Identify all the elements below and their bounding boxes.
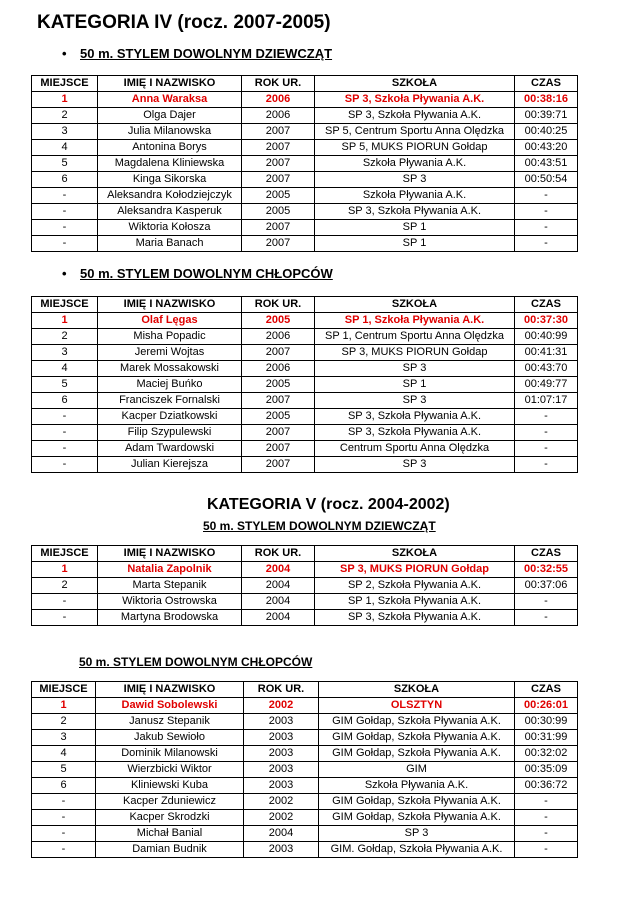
school-cell: SP 3, Szkoła Pływania A.K. (315, 108, 515, 124)
table-row (32, 594, 578, 610)
name-cell: Kliniewski Kuba (96, 778, 244, 794)
school-cell: GIM Gołdap, Szkoła Pływania A.K. (319, 794, 515, 810)
school-cell: Centrum Sportu Anna Olędzka (315, 441, 515, 457)
time-cell: 00:35:09 (515, 762, 578, 778)
birth-year-cell: 2002 (244, 698, 319, 714)
column-header-school: SZKOŁA (319, 682, 515, 698)
column-header-place: MIEJSCE (32, 76, 98, 92)
time-cell: - (515, 457, 578, 473)
birth-year-cell: 2007 (242, 124, 315, 140)
bullet-icon: • (62, 266, 67, 281)
place-cell: 4 (32, 140, 98, 156)
cat4-girls-heading: 50 m. STYLEM DOWOLNYM DZIEWCZĄT (80, 46, 333, 61)
birth-year-cell: 2003 (244, 746, 319, 762)
name-cell: Janusz Stepanik (96, 714, 244, 730)
name-cell: Aleksandra Kołodziejczyk (98, 188, 242, 204)
name-cell: Dominik Milanowski (96, 746, 244, 762)
table-row (32, 778, 578, 794)
cat5-boys-heading: 50 m. STYLEM DOWOLNYM CHŁOPCÓW (79, 655, 313, 669)
birth-year-cell: 2007 (242, 156, 315, 172)
table-row (32, 204, 578, 220)
birth-year-cell: 2005 (242, 188, 315, 204)
birth-year-cell: 2003 (244, 730, 319, 746)
birth-year-cell: 2007 (242, 393, 315, 409)
column-header-name: IMIĘ I NAZWISKO (98, 297, 242, 313)
name-cell: Aleksandra Kasperuk (98, 204, 242, 220)
birth-year-cell: 2007 (242, 345, 315, 361)
time-cell: - (515, 826, 578, 842)
time-cell: - (515, 188, 578, 204)
time-cell: 00:31:99 (515, 730, 578, 746)
place-cell: 3 (32, 730, 96, 746)
name-cell: Franciszek Fornalski (98, 393, 242, 409)
birth-year-cell: 2003 (244, 778, 319, 794)
time-cell: 00:43:20 (515, 140, 578, 156)
time-cell: - (515, 409, 578, 425)
school-cell: Szkoła Pływania A.K. (319, 778, 515, 794)
birth-year-cell: 2004 (242, 610, 315, 626)
table-row (32, 329, 578, 345)
time-cell: - (515, 794, 578, 810)
name-cell: Kacper Zduniewicz (96, 794, 244, 810)
place-cell: 4 (32, 746, 96, 762)
birth-year-cell: 2004 (242, 562, 315, 578)
time-cell: 00:43:51 (515, 156, 578, 172)
column-header-birth-year: ROK UR. (242, 76, 315, 92)
column-header-time: CZAS (515, 682, 578, 698)
school-cell: SP 3 (315, 172, 515, 188)
table-row (32, 714, 578, 730)
birth-year-cell: 2005 (242, 377, 315, 393)
birth-year-cell: 2005 (242, 204, 315, 220)
table-row (32, 236, 578, 252)
school-cell: GIM Gołdap, Szkoła Pływania A.K. (319, 730, 515, 746)
name-cell: Julian Kierejsza (98, 457, 242, 473)
name-cell: Julia Milanowska (98, 124, 242, 140)
school-cell: SP 3, MUKS PIORUN Gołdap (315, 562, 515, 578)
table-row (32, 92, 578, 108)
name-cell: Damian Budnik (96, 842, 244, 858)
name-cell: Wiktoria Ostrowska (98, 594, 242, 610)
school-cell: SP 1, Centrum Sportu Anna Olędzka (315, 329, 515, 345)
category-v-title: KATEGORIA V (rocz. 2004-2002) (207, 496, 450, 513)
place-cell: 3 (32, 345, 98, 361)
table-header-row (32, 682, 578, 698)
table-header-row (32, 546, 578, 562)
school-cell: GIM Gołdap, Szkoła Pływania A.K. (319, 714, 515, 730)
place-cell: 1 (32, 92, 98, 108)
place-cell: 5 (32, 377, 98, 393)
birth-year-cell: 2007 (242, 441, 315, 457)
table-row (32, 393, 578, 409)
time-cell: 00:50:54 (515, 172, 578, 188)
table-row (32, 746, 578, 762)
school-cell: Szkoła Pływania A.K. (315, 188, 515, 204)
column-header-birth-year: ROK UR. (242, 297, 315, 313)
place-cell: 6 (32, 172, 98, 188)
table-header-row (32, 297, 578, 313)
name-cell: Olga Dajer (98, 108, 242, 124)
place-cell: - (32, 236, 98, 252)
time-cell: 00:40:99 (515, 329, 578, 345)
table-row (32, 409, 578, 425)
school-cell: SP 5, Centrum Sportu Anna Olędzka (315, 124, 515, 140)
place-cell: 4 (32, 361, 98, 377)
birth-year-cell: 2004 (244, 826, 319, 842)
place-cell: 5 (32, 762, 96, 778)
column-header-name: IMIĘ I NAZWISKO (98, 546, 242, 562)
time-cell: 00:26:01 (515, 698, 578, 714)
time-cell: 00:39:71 (515, 108, 578, 124)
time-cell: 00:37:30 (515, 313, 578, 329)
birth-year-cell: 2002 (244, 810, 319, 826)
table-row (32, 156, 578, 172)
birth-year-cell: 2002 (244, 794, 319, 810)
column-header-place: MIEJSCE (32, 546, 98, 562)
place-cell: 1 (32, 313, 98, 329)
school-cell: SP 3 (315, 361, 515, 377)
school-cell: SP 3, Szkoła Pływania A.K. (315, 409, 515, 425)
column-header-time: CZAS (515, 76, 578, 92)
birth-year-cell: 2007 (242, 140, 315, 156)
table-row (32, 441, 578, 457)
cat4-boys-heading: 50 m. STYLEM DOWOLNYM CHŁOPCÓW (80, 266, 333, 281)
cat5-boys-table (31, 681, 578, 858)
time-cell: - (515, 441, 578, 457)
school-cell: SP 3, Szkoła Pływania A.K. (315, 610, 515, 626)
place-cell: - (32, 188, 98, 204)
birth-year-cell: 2003 (244, 762, 319, 778)
birth-year-cell: 2007 (242, 172, 315, 188)
column-header-school: SZKOŁA (315, 546, 515, 562)
table-row (32, 124, 578, 140)
table-row (32, 762, 578, 778)
name-cell: Magdalena Kliniewska (98, 156, 242, 172)
time-cell: - (515, 236, 578, 252)
table-row (32, 457, 578, 473)
place-cell: 3 (32, 124, 98, 140)
school-cell: SP 3 (315, 393, 515, 409)
time-cell: - (515, 810, 578, 826)
school-cell: SP 3, Szkoła Pływania A.K. (315, 204, 515, 220)
category-iv-title: KATEGORIA IV (rocz. 2007-2005) (37, 12, 331, 33)
time-cell: 01:07:17 (515, 393, 578, 409)
name-cell: Antonina Borys (98, 140, 242, 156)
column-header-school: SZKOŁA (315, 297, 515, 313)
column-header-time: CZAS (515, 546, 578, 562)
column-header-birth-year: ROK UR. (242, 546, 315, 562)
column-header-school: SZKOŁA (315, 76, 515, 92)
time-cell: - (515, 425, 578, 441)
name-cell: Wiktoria Kołosza (98, 220, 242, 236)
birth-year-cell: 2003 (244, 714, 319, 730)
time-cell: 00:38:16 (515, 92, 578, 108)
birth-year-cell: 2007 (242, 425, 315, 441)
bullet-icon: • (62, 46, 67, 61)
name-cell: Kacper Dziatkowski (98, 409, 242, 425)
place-cell: 1 (32, 562, 98, 578)
birth-year-cell: 2005 (242, 409, 315, 425)
school-cell: SP 3, MUKS PIORUN Gołdap (315, 345, 515, 361)
place-cell: 2 (32, 578, 98, 594)
table-header-row (32, 76, 578, 92)
name-cell: Martyna Brodowska (98, 610, 242, 626)
name-cell: Adam Twardowski (98, 441, 242, 457)
birth-year-cell: 2007 (242, 220, 315, 236)
birth-year-cell: 2006 (242, 361, 315, 377)
cat5-girls-heading: 50 m. STYLEM DOWOLNYM DZIEWCZĄT (203, 519, 436, 533)
place-cell: 2 (32, 329, 98, 345)
time-cell: 00:32:02 (515, 746, 578, 762)
table-row (32, 377, 578, 393)
table-row (32, 220, 578, 236)
column-header-place: MIEJSCE (32, 682, 96, 698)
cat5-girls-table (31, 545, 578, 626)
time-cell: - (515, 842, 578, 858)
birth-year-cell: 2004 (242, 578, 315, 594)
name-cell: Michał Banial (96, 826, 244, 842)
birth-year-cell: 2006 (242, 329, 315, 345)
name-cell: Maciej Buńko (98, 377, 242, 393)
table-row (32, 842, 578, 858)
name-cell: Jakub Sewioło (96, 730, 244, 746)
table-row (32, 425, 578, 441)
name-cell: Kacper Skrodzki (96, 810, 244, 826)
cat4-girls-table (31, 75, 578, 252)
birth-year-cell: 2003 (244, 842, 319, 858)
table-row (32, 698, 578, 714)
name-cell: Maria Banach (98, 236, 242, 252)
school-cell: SP 1 (315, 236, 515, 252)
birth-year-cell: 2004 (242, 594, 315, 610)
table-row (32, 188, 578, 204)
school-cell: SP 1, Szkoła Pływania A.K. (315, 313, 515, 329)
time-cell: - (515, 594, 578, 610)
table-row (32, 794, 578, 810)
place-cell: - (32, 794, 96, 810)
name-cell: Olaf Lęgas (98, 313, 242, 329)
place-cell: - (32, 220, 98, 236)
name-cell: Filip Szypulewski (98, 425, 242, 441)
name-cell: Dawid Sobolewski (96, 698, 244, 714)
table-row (32, 345, 578, 361)
name-cell: Kinga Sikorska (98, 172, 242, 188)
school-cell: SP 3 (315, 457, 515, 473)
place-cell: 2 (32, 714, 96, 730)
place-cell: - (32, 441, 98, 457)
place-cell: 2 (32, 108, 98, 124)
place-cell: - (32, 457, 98, 473)
table-row (32, 108, 578, 124)
name-cell: Wierzbicki Wiktor (96, 762, 244, 778)
place-cell: 5 (32, 156, 98, 172)
school-cell: GIM Gołdap, Szkoła Pływania A.K. (319, 746, 515, 762)
place-cell: - (32, 826, 96, 842)
name-cell: Natalia Zapolnik (98, 562, 242, 578)
time-cell: - (515, 610, 578, 626)
school-cell: SP 2, Szkoła Pływania A.K. (315, 578, 515, 594)
place-cell: - (32, 594, 98, 610)
table-row (32, 361, 578, 377)
column-header-place: MIEJSCE (32, 297, 98, 313)
table-row (32, 172, 578, 188)
time-cell: 00:37:06 (515, 578, 578, 594)
table-row (32, 140, 578, 156)
table-row (32, 313, 578, 329)
table-row (32, 562, 578, 578)
place-cell: - (32, 425, 98, 441)
school-cell: SP 1, Szkoła Pływania A.K. (315, 594, 515, 610)
table-row (32, 610, 578, 626)
place-cell: 6 (32, 778, 96, 794)
cat4-boys-table (31, 296, 578, 473)
time-cell: - (515, 204, 578, 220)
place-cell: 1 (32, 698, 96, 714)
school-cell: SP 5, MUKS PIORUN Gołdap (315, 140, 515, 156)
school-cell: GIM. Gołdap, Szkoła Pływania A.K. (319, 842, 515, 858)
school-cell: GIM Gołdap, Szkoła Pływania A.K. (319, 810, 515, 826)
time-cell: - (515, 220, 578, 236)
school-cell: GIM (319, 762, 515, 778)
place-cell: 6 (32, 393, 98, 409)
place-cell: - (32, 610, 98, 626)
table-row (32, 578, 578, 594)
table-row (32, 810, 578, 826)
time-cell: 00:41:31 (515, 345, 578, 361)
school-cell: Szkoła Pływania A.K. (315, 156, 515, 172)
place-cell: - (32, 409, 98, 425)
column-header-birth-year: ROK UR. (244, 682, 319, 698)
birth-year-cell: 2007 (242, 457, 315, 473)
place-cell: - (32, 810, 96, 826)
place-cell: - (32, 204, 98, 220)
column-header-name: IMIĘ I NAZWISKO (96, 682, 244, 698)
birth-year-cell: 2007 (242, 236, 315, 252)
school-cell: SP 3 (319, 826, 515, 842)
name-cell: Anna Waraksa (98, 92, 242, 108)
birth-year-cell: 2006 (242, 92, 315, 108)
column-header-name: IMIĘ I NAZWISKO (98, 76, 242, 92)
school-cell: SP 1 (315, 377, 515, 393)
time-cell: 00:49:77 (515, 377, 578, 393)
place-cell: - (32, 842, 96, 858)
name-cell: Marta Stepanik (98, 578, 242, 594)
name-cell: Jeremi Wojtas (98, 345, 242, 361)
birth-year-cell: 2005 (242, 313, 315, 329)
name-cell: Misha Popadic (98, 329, 242, 345)
school-cell: OLSZTYN (319, 698, 515, 714)
table-row (32, 826, 578, 842)
column-header-time: CZAS (515, 297, 578, 313)
time-cell: 00:40:25 (515, 124, 578, 140)
birth-year-cell: 2006 (242, 108, 315, 124)
time-cell: 00:32:55 (515, 562, 578, 578)
school-cell: SP 3, Szkoła Pływania A.K. (315, 92, 515, 108)
school-cell: SP 1 (315, 220, 515, 236)
name-cell: Marek Mossakowski (98, 361, 242, 377)
school-cell: SP 3, Szkoła Pływania A.K. (315, 425, 515, 441)
time-cell: 00:36:72 (515, 778, 578, 794)
time-cell: 00:30:99 (515, 714, 578, 730)
table-row (32, 730, 578, 746)
time-cell: 00:43:70 (515, 361, 578, 377)
